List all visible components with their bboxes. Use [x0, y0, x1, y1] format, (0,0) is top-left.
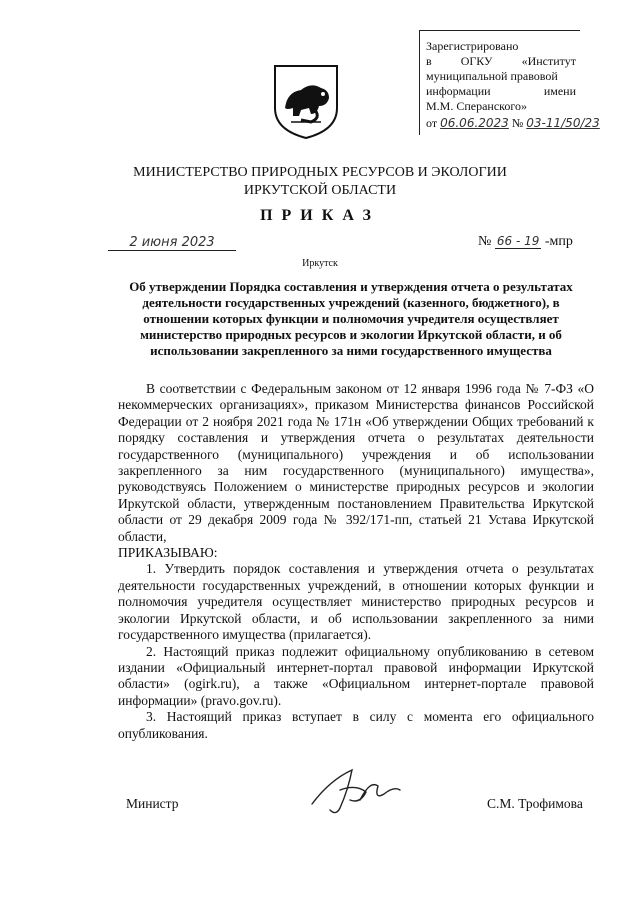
stamp-ogku: ОГКУ [460, 54, 493, 68]
order-date: 2 июня 2023 [108, 235, 236, 251]
order-number-sign: № [478, 234, 492, 249]
stamp-line-information [426, 84, 576, 99]
signer-name: С.М. Трофимова [487, 796, 583, 811]
city: Иркутск [302, 258, 338, 269]
handwritten-signature-icon [300, 760, 410, 820]
order-title: Об утверждении Порядка составления и утверждения отчета о результатах деятельности государственных учреждений (казенного, бюджетного), в отношении которых функции и полномочия учредителя осуществляет министерство природных ресурсов и экологии Иркутской области, и об использовании закрепленного за ними государственного имущества [129, 279, 573, 358]
ministry-line-1: МИНИСТЕРСТВО ПРИРОДНЫХ РЕСУРСОВ И ЭКОЛОГИИ [133, 165, 507, 180]
order-body [118, 381, 594, 742]
irkutsk-coat-of-arms-icon [271, 62, 341, 140]
stamp-line-municipal: муниципальной правовой [426, 69, 558, 83]
order-number-value: 66 - 19 [496, 234, 540, 248]
stamp-line-registered: Зарегистрировано [426, 39, 519, 53]
stamp-information: информации [426, 84, 491, 98]
order-number-suffix: -мпр [544, 234, 573, 249]
document-type: ПРИКАЗ [260, 207, 380, 224]
order-number [478, 234, 573, 250]
item-2: 2. Настоящий приказ подлежит официальному опубликованию в сетевом издании «Официальный интернет-портал правовой информации Иркутской области» (ogirk.ru), а также «Официальном интернет-портале правовой информации» (pravo.gov.ru). [118, 643, 594, 708]
item-3: 3. Настоящий приказ вступает в силу с момента его официального опубликования. [118, 709, 594, 741]
ministry-line-2: ИРКУТСКОЙ ОБЛАСТИ [243, 183, 397, 198]
signer-position: Министр [126, 796, 179, 811]
registration-stamp [419, 30, 600, 135]
stamp-line-date-number [426, 116, 600, 131]
item-1: 1. Утвердить порядок составления и утверждения отчета о результатах деятельности государственных учреждений, в отношении которых функции и полномочия учредителя осуществляет министерство природных ресурсов и экологии Иркутской области, и об использовании закрепленного за ними государственного имущества (прилагается). [118, 561, 594, 643]
stamp-no-label: № [511, 116, 524, 130]
order-word: ПРИКАЗЫВАЮ: [118, 545, 218, 561]
preamble: В соответствии с Федеральным законом от 12 января 1996 года № 7-ФЗ «О некоммерческих организациях», приказом Министерства финансов Российской Федерации от 2 ноября 2021 года № 171н «Об утверждении Общих требований к порядку составления и утверждения отчета о результатах деятельности государственного (муниципального) учреждения и об использовании закрепленного за ним государственного (муниципального) имущества», руководствуясь Положением о министерстве природных ресурсов и экологии Иркутской области, утвержденным постановлением Правительства Иркутской области от 29 декабря 2009 года № 392/171-пп, статьей 21 Устава Иркутской области, [118, 381, 594, 544]
stamp-line-speransky: М.М. Сперанского» [426, 99, 528, 113]
stamp-from: от [426, 116, 438, 130]
ministry-name [0, 164, 640, 200]
stamp-date: 06.06.2023 [440, 116, 509, 130]
stamp-in: в [426, 54, 432, 68]
stamp-number: 03-11/50/23 [526, 116, 600, 130]
stamp-named: имени [543, 84, 576, 98]
stamp-institute: «Институт [521, 54, 576, 68]
stamp-line-ogku [426, 54, 576, 69]
